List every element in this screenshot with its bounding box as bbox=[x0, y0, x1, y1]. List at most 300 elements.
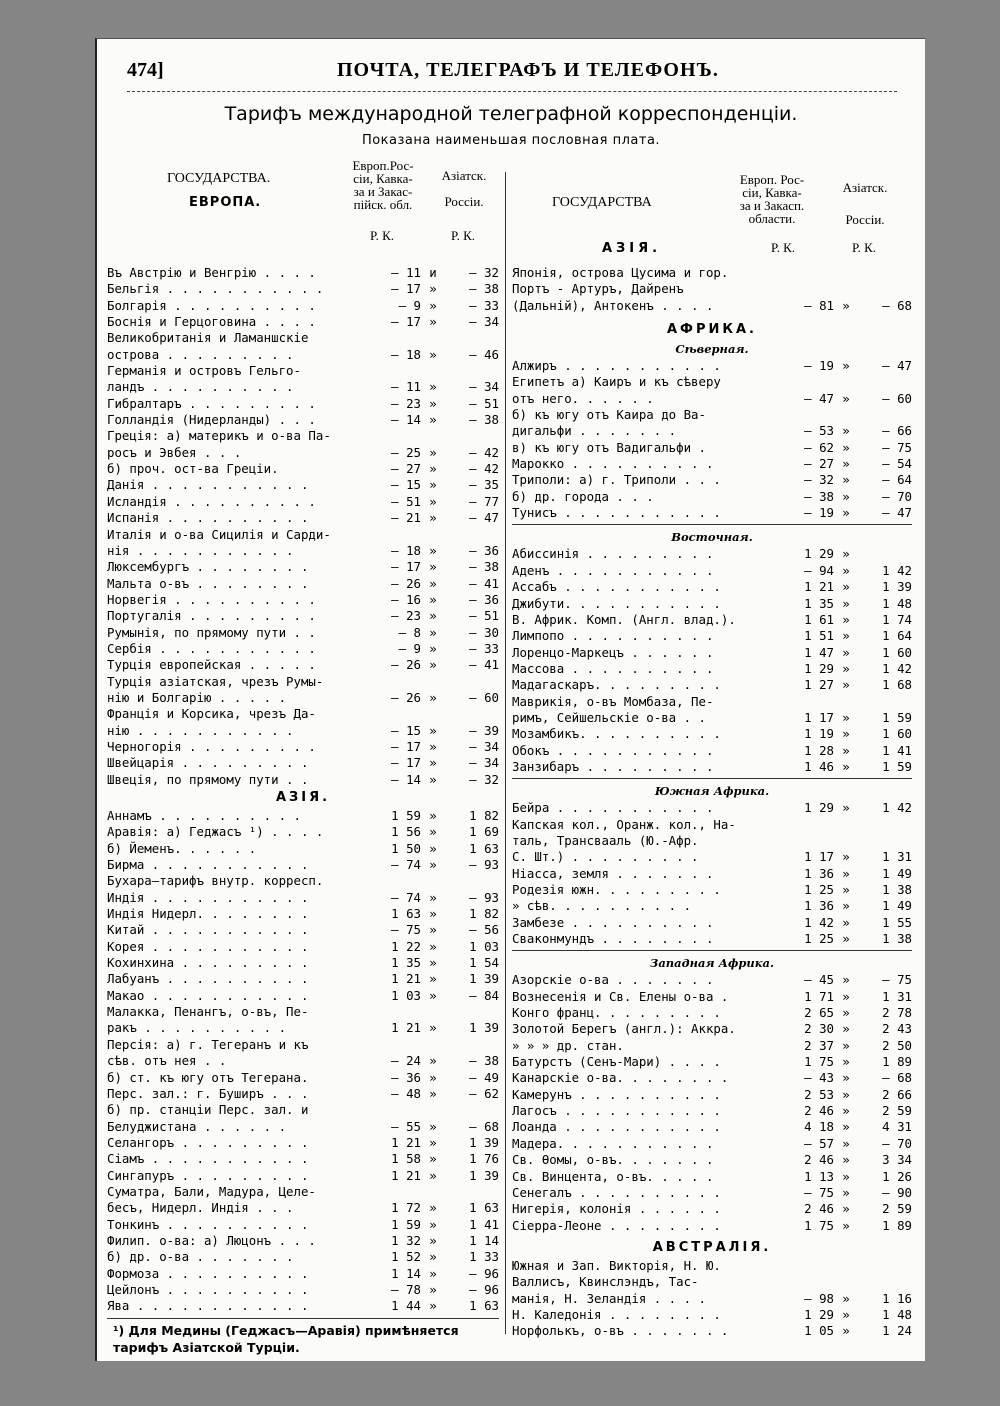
country-name: Алжиръ . . . . . . . . . . . bbox=[512, 358, 721, 374]
country-name: Мальта о-въ . . . . . . . . bbox=[107, 575, 309, 591]
ditto-mark: » bbox=[842, 677, 850, 693]
rate-asiatic-russia: — 30 bbox=[469, 624, 499, 640]
rate-european-russia: — 32 bbox=[804, 472, 834, 488]
country-name: Маврикія, о-въ Момбаза, Пе- bbox=[512, 693, 714, 709]
col1-units: Р. К. bbox=[369, 228, 395, 243]
table-row bbox=[512, 456, 912, 472]
rate-european-russia bbox=[363, 873, 421, 889]
rate-asiatic-russia: 1 38 bbox=[882, 931, 912, 947]
table-row bbox=[107, 641, 499, 657]
rate-asiatic-russia bbox=[445, 674, 499, 690]
table-row bbox=[512, 1054, 912, 1070]
ditto-mark: » bbox=[842, 988, 850, 1004]
rate-asiatic-russia bbox=[445, 1004, 499, 1020]
rate-asiatic-russia bbox=[858, 407, 912, 423]
table-row bbox=[107, 527, 499, 543]
country-name: нію и Болгарію . . . . . bbox=[107, 689, 287, 705]
rate-european-russia: 1 27 bbox=[804, 677, 834, 693]
rate-european-russia: 1 56 bbox=[391, 824, 421, 840]
rate-asiatic-russia: — 68 bbox=[469, 1118, 499, 1134]
ditto-mark: » bbox=[429, 1232, 437, 1248]
table-row bbox=[107, 608, 499, 624]
ditto-mark bbox=[421, 706, 445, 722]
ditto-mark: » bbox=[842, 742, 850, 758]
table-row bbox=[512, 898, 912, 914]
rate-european-russia bbox=[363, 1102, 421, 1118]
running-title: ПОЧТА, ТЕЛЕГРАФЪ И ТЕЛЕФОНЪ. bbox=[337, 59, 719, 81]
ditto-mark: » bbox=[842, 758, 850, 774]
rate-european-russia: 2 37 bbox=[804, 1037, 834, 1053]
col1-heading: Европ.Рос- сіи, Кавка- за и Закас- пійск. обл. bbox=[352, 158, 414, 212]
rate-european-russia: — 23 bbox=[391, 608, 421, 624]
rate-european-russia: — 11 bbox=[391, 379, 421, 395]
table-row bbox=[107, 988, 499, 1004]
ditto-mark: » bbox=[842, 1290, 850, 1306]
rate-asiatic-russia: 1 89 bbox=[882, 1054, 912, 1070]
table-row bbox=[107, 890, 499, 906]
rate-asiatic-russia: — 32 bbox=[469, 265, 499, 280]
ditto-mark: » bbox=[842, 1201, 850, 1217]
rate-european-russia: — 26 bbox=[391, 689, 421, 705]
rate-european-russia bbox=[776, 694, 834, 710]
ditto-mark: » bbox=[842, 972, 850, 988]
country-name: росъ и Эвбея . . . bbox=[107, 444, 242, 460]
page-title: Тарифъ международной телеграфной корреспонденціи. bbox=[224, 103, 798, 125]
rate-european-russia bbox=[363, 363, 421, 379]
ditto-mark bbox=[421, 527, 445, 543]
table-row bbox=[512, 1103, 912, 1119]
europe-rows bbox=[107, 265, 499, 788]
rate-european-russia: — 27 bbox=[391, 461, 421, 477]
rate-european-russia: 1 47 bbox=[804, 644, 834, 660]
country-name: Ніасса, земля . . . . . . . bbox=[512, 865, 714, 881]
ditto-mark: » bbox=[842, 1119, 850, 1135]
country-name: Мозамбикъ. . . . . . . . . . bbox=[512, 726, 721, 742]
country-name: Формоза . . . . . . . . . . bbox=[107, 1265, 309, 1281]
ditto-mark: » bbox=[429, 346, 437, 362]
country-name: Болгарія . . . . . . . . . . bbox=[107, 297, 316, 313]
table-row bbox=[107, 971, 499, 987]
country-name: Лоанда . . . . . . . . . . . bbox=[512, 1119, 721, 1135]
rate-asiatic-russia: 1 39 bbox=[469, 971, 499, 987]
rate-asiatic-russia: — 93 bbox=[469, 857, 499, 873]
country-name: Гибралтаръ . . . . . . . . . bbox=[107, 395, 316, 411]
table-row bbox=[512, 817, 912, 833]
country-name: Тонкинъ . . . . . . . . . . bbox=[107, 1216, 309, 1232]
rate-asiatic-russia bbox=[445, 1037, 499, 1053]
table-row bbox=[512, 1291, 912, 1307]
region-heading-asia: АЗІЯ. bbox=[602, 241, 662, 256]
table-row bbox=[512, 1274, 912, 1290]
rate-european-russia: 2 46 bbox=[804, 1103, 834, 1119]
table-row bbox=[107, 559, 499, 575]
section-africa: АФРИКА. bbox=[667, 322, 757, 338]
ditto-mark: » bbox=[429, 444, 437, 460]
country-name: Суматра, Бали, Мадура, Целе- bbox=[107, 1183, 316, 1199]
rate-european-russia: — 26 bbox=[391, 575, 421, 591]
rate-european-russia: — 8 bbox=[398, 624, 421, 640]
rate-asiatic-russia: — 38 bbox=[469, 281, 499, 297]
rate-asiatic-russia: 1 16 bbox=[882, 1290, 912, 1306]
ditto-mark: » bbox=[842, 726, 850, 742]
country-name: нія . . . . . . . . . . . bbox=[107, 542, 294, 558]
ditto-mark: » bbox=[429, 281, 437, 297]
rate-european-russia: — 74 bbox=[391, 889, 421, 905]
rate-european-russia: — 18 bbox=[391, 346, 421, 362]
section-rule bbox=[512, 524, 912, 525]
ditto-mark bbox=[421, 363, 445, 379]
rate-european-russia: — 51 bbox=[391, 493, 421, 509]
rate-asiatic-russia: — 51 bbox=[469, 395, 499, 411]
table-row bbox=[107, 755, 499, 771]
asia-rows bbox=[512, 265, 912, 314]
rate-european-russia: — 98 bbox=[804, 1290, 834, 1306]
ditto-mark: » bbox=[429, 922, 437, 938]
table-row bbox=[512, 866, 912, 882]
table-row bbox=[107, 428, 499, 444]
rate-asiatic-russia bbox=[858, 546, 912, 562]
table-row bbox=[107, 281, 499, 297]
rate-european-russia: 1 29 bbox=[804, 546, 834, 562]
rate-asiatic-russia: 1 39 bbox=[469, 1020, 499, 1036]
table-row bbox=[107, 543, 499, 559]
rate-asiatic-russia bbox=[445, 428, 499, 444]
country-name: б) др. о-ва . . . . . . . bbox=[107, 1249, 294, 1265]
ditto-mark: » bbox=[429, 395, 437, 411]
table-row bbox=[512, 1218, 912, 1234]
table-row bbox=[107, 706, 499, 722]
rate-asiatic-russia: 2 59 bbox=[882, 1201, 912, 1217]
ditto-mark: » bbox=[842, 1152, 850, 1168]
table-row bbox=[512, 677, 912, 693]
ditto-mark: » bbox=[842, 1037, 850, 1053]
rate-european-russia: 2 53 bbox=[804, 1086, 834, 1102]
table-row bbox=[512, 489, 912, 505]
rate-asiatic-russia: — 36 bbox=[469, 591, 499, 607]
country-name: б) къ югу отъ Каира до Ва- bbox=[512, 407, 706, 423]
rate-european-russia: — 17 bbox=[391, 755, 421, 771]
rate-european-russia: — 9 bbox=[398, 297, 421, 313]
table-row bbox=[107, 461, 499, 477]
country-name: ландъ . . . . . . . . . . bbox=[107, 379, 294, 395]
rate-asiatic-russia: 1 64 bbox=[882, 628, 912, 644]
ditto-mark: » bbox=[842, 1103, 850, 1119]
country-name: Перс. зал.: г. Буширъ . . . bbox=[107, 1085, 309, 1101]
table-row bbox=[512, 833, 912, 849]
rate-asiatic-russia: 2 50 bbox=[882, 1037, 912, 1053]
ditto-mark: » bbox=[842, 644, 850, 660]
table-row bbox=[512, 546, 912, 562]
rate-asiatic-russia: 1 31 bbox=[882, 988, 912, 1004]
table-row bbox=[512, 440, 912, 456]
rate-european-russia bbox=[776, 281, 834, 297]
col1-units: Р. К. bbox=[770, 240, 796, 255]
rate-european-russia bbox=[363, 1184, 421, 1200]
country-name: Лагосъ . . . . . . . . . . . bbox=[512, 1103, 721, 1119]
ditto-mark bbox=[834, 833, 858, 849]
table-row bbox=[512, 726, 912, 742]
rate-european-russia: 1 14 bbox=[391, 1265, 421, 1281]
ditto-mark: » bbox=[429, 824, 437, 840]
rate-european-russia: 2 30 bbox=[804, 1021, 834, 1037]
table-row bbox=[512, 358, 912, 374]
rate-asiatic-russia: — 36 bbox=[469, 542, 499, 558]
rate-european-russia bbox=[363, 428, 421, 444]
country-name: Бухара—тарифъ внутр. корресп. bbox=[107, 873, 324, 889]
section-rule bbox=[512, 950, 912, 951]
subsection-south: Южная Африка. bbox=[654, 784, 770, 799]
states-heading: ГОСУДАРСТВА. bbox=[167, 171, 271, 186]
country-name: Египетъ а) Каиръ и къ сѣверу bbox=[512, 374, 721, 390]
col2-units: Р. К. bbox=[450, 228, 476, 243]
country-name: Корея . . . . . . . . . . . bbox=[107, 938, 309, 954]
rate-asiatic-russia: 3 34 bbox=[882, 1152, 912, 1168]
country-name: Батурстъ (Сенъ-Мари) . . . . bbox=[512, 1054, 721, 1070]
rate-european-russia bbox=[363, 706, 421, 722]
ditto-mark: » bbox=[842, 849, 850, 865]
rate-european-russia: 1 19 bbox=[804, 726, 834, 742]
rate-asiatic-russia: — 49 bbox=[469, 1069, 499, 1085]
country-name: Селангоръ . . . . . . . . . bbox=[107, 1134, 309, 1150]
country-name: Аравія: а) Геджасъ ¹) . . . . bbox=[107, 824, 324, 840]
country-name: в) къ югу отъ Вадигальфи . bbox=[512, 439, 706, 455]
table-row bbox=[512, 800, 912, 816]
country-name: бесъ, Нидерл. Индія . . . bbox=[107, 1200, 294, 1216]
ditto-mark: » bbox=[429, 1118, 437, 1134]
rate-european-russia bbox=[776, 374, 834, 390]
ditto-mark bbox=[421, 428, 445, 444]
table-row bbox=[107, 857, 499, 873]
ditto-mark: » bbox=[842, 1054, 850, 1070]
country-name: Азорскіе о-ва . . . . . . . bbox=[512, 972, 714, 988]
table-row bbox=[107, 1233, 499, 1249]
rate-european-russia: — 17 bbox=[391, 281, 421, 297]
rate-asiatic-russia: 1 82 bbox=[469, 808, 499, 823]
rate-european-russia: — 19 bbox=[804, 505, 834, 521]
rate-asiatic-russia: — 33 bbox=[469, 640, 499, 656]
country-name: Португалія . . . . . . . . . bbox=[107, 608, 316, 624]
table-row bbox=[512, 628, 912, 644]
table-row bbox=[107, 772, 499, 788]
rate-european-russia: — 62 bbox=[804, 439, 834, 455]
col1-heading: Европ. Рос- сіи, Кавка- за и Закасп. области. bbox=[739, 172, 805, 226]
country-name: Валлисъ, Квинслэндъ, Тас- bbox=[512, 1274, 699, 1290]
ditto-mark: » bbox=[842, 1323, 850, 1339]
australia-rows bbox=[512, 1258, 912, 1340]
rate-european-russia: 1 36 bbox=[804, 898, 834, 914]
ditto-mark: » bbox=[842, 898, 850, 914]
ditto-mark: » bbox=[429, 1265, 437, 1281]
country-name: В. Африк. Комп. (Англ. влад.). bbox=[512, 611, 736, 627]
rate-european-russia: — 55 bbox=[391, 1118, 421, 1134]
subsection-east: Восточная. bbox=[671, 530, 753, 545]
country-name: Греція: а) материкъ и о-ва Па- bbox=[107, 428, 331, 444]
country-name: Замбезе . . . . . . . . . . bbox=[512, 914, 714, 930]
table-row bbox=[107, 906, 499, 922]
rate-european-russia: 4 18 bbox=[804, 1119, 834, 1135]
rate-european-russia: — 47 bbox=[804, 390, 834, 406]
rate-european-russia bbox=[363, 330, 421, 346]
ditto-mark: » bbox=[842, 914, 850, 930]
rate-european-russia: — 26 bbox=[391, 657, 421, 673]
rate-asiatic-russia: — 34 bbox=[469, 314, 499, 330]
country-name: Южная и Зап. Викторія, Н. Ю. bbox=[512, 1257, 721, 1273]
rate-asiatic-russia: — 62 bbox=[469, 1085, 499, 1101]
col2-heading: Азіатск. bbox=[842, 180, 888, 195]
rate-asiatic-russia: — 39 bbox=[469, 722, 499, 738]
country-name: Бирма . . . . . . . . . . . bbox=[107, 857, 309, 873]
rate-european-russia bbox=[363, 1004, 421, 1020]
country-name: б) Йеменъ. . . . . . bbox=[107, 840, 257, 856]
table-row bbox=[512, 1005, 912, 1021]
rate-asiatic-russia: — 54 bbox=[882, 456, 912, 472]
country-name: Бейра . . . . . . . . . . . bbox=[512, 800, 714, 816]
right-column bbox=[512, 159, 912, 1340]
rate-asiatic-russia: — 60 bbox=[469, 689, 499, 705]
rate-european-russia: — 21 bbox=[391, 510, 421, 526]
rate-european-russia: 1 03 bbox=[391, 987, 421, 1003]
country-name: б) др. города . . . bbox=[512, 488, 654, 504]
country-name: сѣв. отъ нея . . bbox=[107, 1053, 227, 1069]
ditto-mark: » bbox=[842, 882, 850, 897]
rate-asiatic-russia: 1 49 bbox=[882, 898, 912, 914]
table-row bbox=[107, 265, 499, 281]
rate-european-russia: 1 50 bbox=[391, 840, 421, 856]
rate-asiatic-russia bbox=[858, 817, 912, 833]
country-name: римъ, Сейшельскіе о-ва . . bbox=[512, 709, 706, 725]
rate-asiatic-russia: — 34 bbox=[469, 738, 499, 754]
table-row bbox=[512, 1323, 912, 1339]
ditto-mark: » bbox=[842, 1086, 850, 1102]
country-name: Портъ - Артуръ, Дайренъ bbox=[512, 281, 684, 297]
rate-european-russia: — 18 bbox=[391, 542, 421, 558]
rate-asiatic-russia: 1 39 bbox=[882, 579, 912, 595]
table-row bbox=[107, 363, 499, 379]
country-name: Швеція, по прямому пути . . bbox=[107, 771, 309, 787]
ditto-mark: » bbox=[429, 1069, 437, 1085]
country-name: Сваконмундъ . . . . . . . . bbox=[512, 931, 714, 947]
country-name: Конго франц. . . . . . . . . bbox=[512, 1005, 721, 1021]
ditto-mark: » bbox=[842, 546, 850, 562]
country-name: Абиссинія . . . . . . . . . bbox=[512, 546, 714, 562]
rate-asiatic-russia bbox=[445, 1102, 499, 1118]
ditto-mark: » bbox=[842, 595, 850, 611]
rate-european-russia: 1 59 bbox=[391, 808, 421, 823]
rate-asiatic-russia: — 38 bbox=[469, 1053, 499, 1069]
rate-european-russia: — 74 bbox=[391, 857, 421, 873]
country-name: Сингапуръ . . . . . . . . . bbox=[107, 1167, 309, 1183]
table-row bbox=[107, 379, 499, 395]
rate-european-russia: 1 44 bbox=[391, 1298, 421, 1314]
ditto-mark: » bbox=[429, 857, 437, 873]
ditto-mark: » bbox=[429, 314, 437, 330]
ditto-mark: » bbox=[842, 456, 850, 472]
country-name: Ява . . . . . . . . . . . . bbox=[107, 1298, 309, 1314]
header-rule bbox=[127, 91, 897, 92]
ditto-mark: » bbox=[429, 559, 437, 575]
table-row bbox=[107, 873, 499, 889]
col2-units: Р. К. bbox=[851, 240, 877, 255]
ditto-mark: » bbox=[842, 488, 850, 504]
ditto-mark: » bbox=[842, 660, 850, 676]
country-name: ракъ . . . . . . . . . . bbox=[107, 1020, 287, 1036]
rate-european-russia: — 14 bbox=[391, 771, 421, 787]
rate-asiatic-russia: 1 69 bbox=[469, 824, 499, 840]
table-row bbox=[107, 510, 499, 526]
ditto-mark: » bbox=[842, 1217, 850, 1233]
rate-asiatic-russia bbox=[858, 374, 912, 390]
country-name: » сѣв. . . . . . . . . . bbox=[512, 898, 692, 914]
country-name: Индія . . . . . . . . . . . bbox=[107, 889, 309, 905]
rate-asiatic-russia: — 70 bbox=[882, 488, 912, 504]
rate-european-russia: 1 29 bbox=[804, 1306, 834, 1322]
table-row bbox=[107, 674, 499, 690]
rate-asiatic-russia bbox=[445, 873, 499, 889]
table-row bbox=[512, 596, 912, 612]
country-name: Швейцарія . . . . . . . . . bbox=[107, 755, 309, 771]
rate-asiatic-russia: — 96 bbox=[469, 1281, 499, 1297]
ditto-mark: » bbox=[842, 865, 850, 881]
rate-asiatic-russia: 1 82 bbox=[469, 906, 499, 922]
table-row bbox=[107, 657, 499, 673]
rate-asiatic-russia: 1 76 bbox=[469, 1151, 499, 1167]
rate-european-russia: 1 59 bbox=[391, 1216, 421, 1232]
table-row bbox=[107, 1217, 499, 1233]
country-name: Турція азіатская, чрезъ Румы- bbox=[107, 673, 324, 689]
ditto-mark bbox=[834, 281, 858, 297]
rate-asiatic-russia: — 75 bbox=[882, 972, 912, 988]
table-row bbox=[512, 563, 912, 579]
country-name: Св. Ѳомы, о-въ. . . . . . . bbox=[512, 1152, 714, 1168]
rate-asiatic-russia bbox=[858, 694, 912, 710]
country-name: Вознесенія и Св. Елены о-ва . bbox=[512, 988, 729, 1004]
table-row bbox=[107, 1037, 499, 1053]
table-row bbox=[512, 298, 912, 314]
rate-asiatic-russia: 1 63 bbox=[469, 1200, 499, 1216]
country-name: Джибути. . . . . . . . . . . bbox=[512, 595, 721, 611]
rate-european-russia: 1 17 bbox=[804, 849, 834, 865]
section-rule bbox=[512, 778, 912, 779]
rate-asiatic-russia: 1 31 bbox=[882, 849, 912, 865]
rate-asiatic-russia: 1 39 bbox=[469, 1167, 499, 1183]
rate-european-russia: 1 21 bbox=[391, 971, 421, 987]
rate-european-russia: — 25 bbox=[391, 444, 421, 460]
country-name: Капская кол., Оранж. кол., На- bbox=[512, 816, 736, 832]
rate-asiatic-russia: 1 48 bbox=[882, 1306, 912, 1322]
rate-european-russia: 1 35 bbox=[391, 955, 421, 971]
rate-asiatic-russia bbox=[858, 281, 912, 297]
ditto-mark: » bbox=[842, 439, 850, 455]
table-row bbox=[107, 1070, 499, 1086]
table-row bbox=[107, 494, 499, 510]
rate-european-russia: — 43 bbox=[804, 1070, 834, 1086]
table-row bbox=[512, 759, 912, 775]
table-row bbox=[512, 1201, 912, 1217]
country-name: Турція европейская . . . . . bbox=[107, 657, 316, 673]
country-name: Ассабъ . . . . . . . . . . . bbox=[512, 579, 721, 595]
country-name: Макао . . . . . . . . . . . bbox=[107, 987, 309, 1003]
ditto-mark: » bbox=[429, 1085, 437, 1101]
rate-european-russia bbox=[776, 817, 834, 833]
table-row bbox=[107, 824, 499, 840]
rate-asiatic-russia: 1 24 bbox=[882, 1323, 912, 1339]
rate-european-russia: 1 72 bbox=[391, 1200, 421, 1216]
ditto-mark: » bbox=[429, 906, 437, 922]
rate-asiatic-russia: — 32 bbox=[469, 771, 499, 787]
ditto-mark: » bbox=[842, 423, 850, 439]
rate-european-russia: — 16 bbox=[391, 591, 421, 607]
rate-asiatic-russia: — 66 bbox=[882, 423, 912, 439]
